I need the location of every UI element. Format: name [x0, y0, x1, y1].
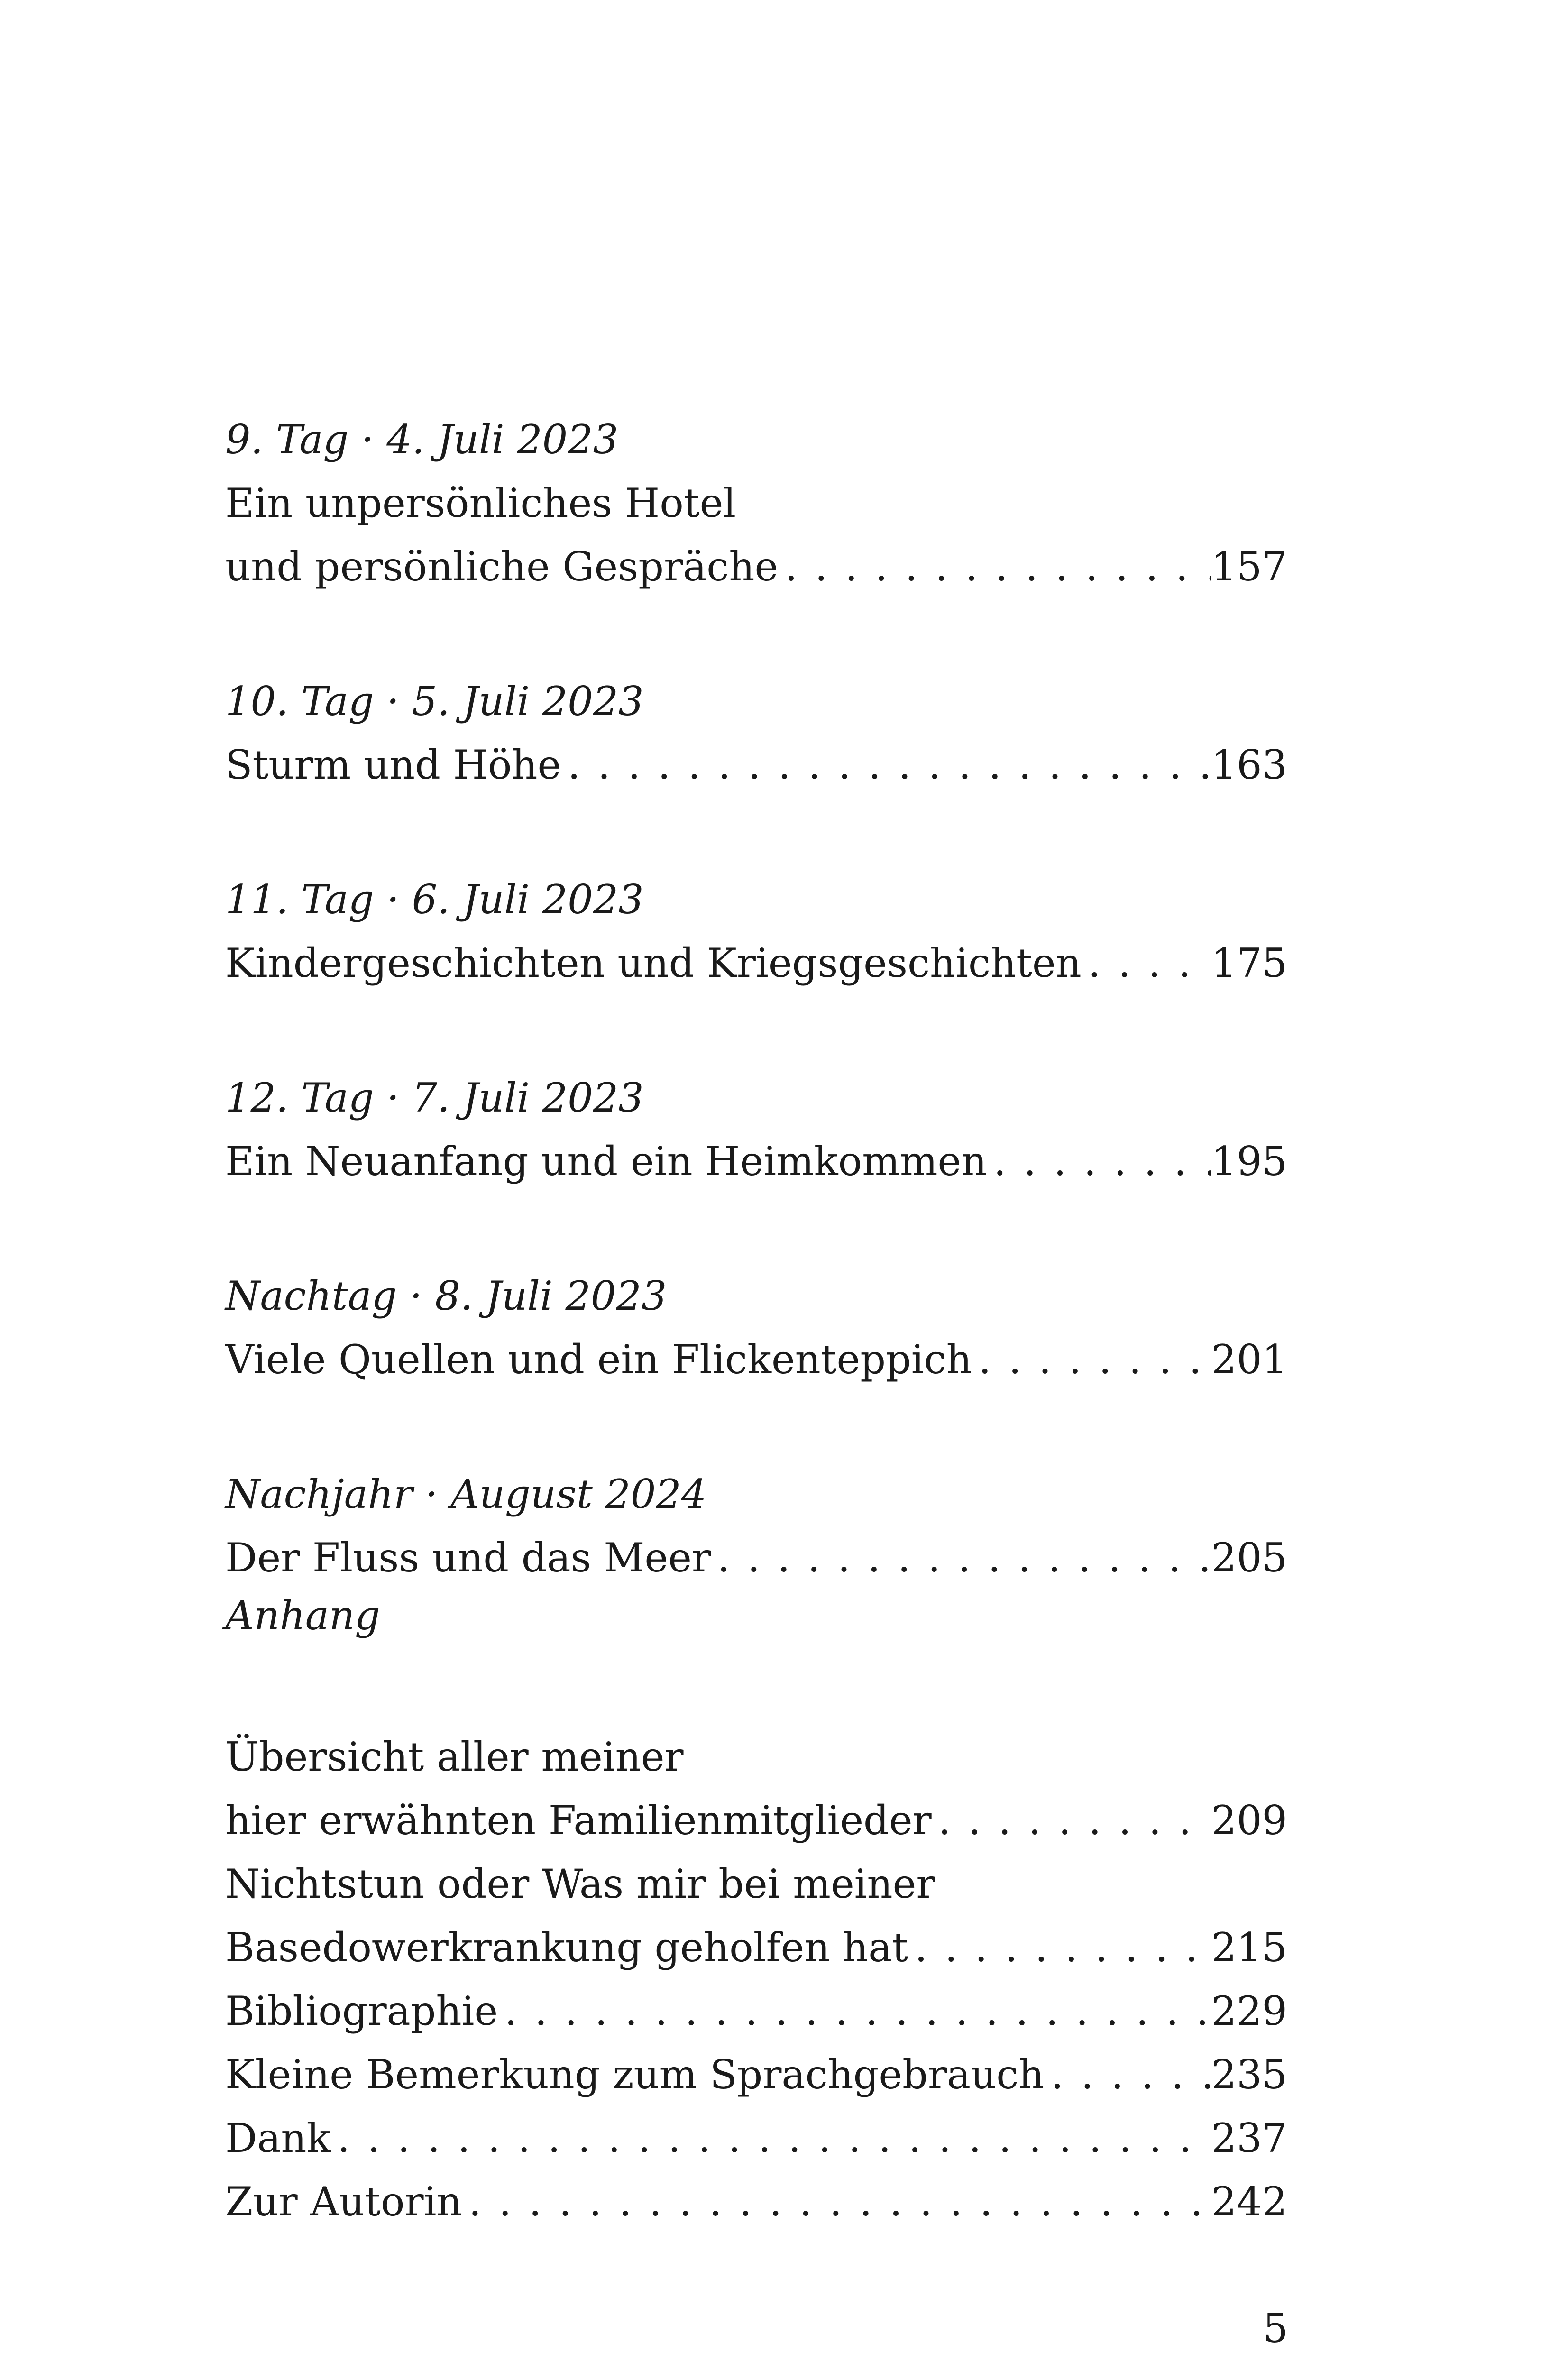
appendix-page-number: 242 [1211, 2178, 1287, 2225]
toc-line [225, 471, 1287, 535]
toc-page-number: 201 [1211, 1336, 1287, 1383]
toc-entry-day-11 [225, 868, 1287, 995]
appendix-page-number: 215 [1211, 1924, 1287, 1971]
toc-page-number: 175 [1211, 940, 1287, 986]
appendix-page-number: 237 [1211, 2115, 1287, 2161]
toc-line-title: Ein Neuanfang und ein Heimkommen [225, 1138, 987, 1185]
toc-line-title: Sturm und Höhe [225, 742, 561, 788]
appendix-line-title: Nichtstun oder Was mir bei meiner [225, 1861, 935, 1907]
appendix-line [225, 1852, 1287, 1916]
toc-day-header: 9. Tag · 4. Juli 2023 [225, 416, 619, 463]
appendix-line-title: Übersicht aller meiner [225, 1734, 684, 1780]
dot-leader [330, 2106, 1211, 2170]
appendix-line [225, 1979, 1287, 2043]
toc-day-header: 11. Tag · 6. Juli 2023 [225, 876, 644, 923]
appendix-section [225, 1584, 1287, 2233]
toc-entry-nachtag [225, 1264, 1287, 1391]
page-number-folio: 5 [1263, 2305, 1288, 2352]
toc-line-title: und persönliche Gespräche [225, 543, 779, 590]
dot-leader [1082, 931, 1211, 995]
appendix-line-title: hier erwähnten Familienmitglieder [225, 1797, 932, 1844]
appendix-line-title: Dank [225, 2115, 331, 2161]
toc-page-number: 195 [1211, 1138, 1287, 1185]
appendix-title: Anhang [225, 1592, 380, 1639]
toc-page-number: 157 [1211, 543, 1287, 590]
toc-line-title: Der Fluss und das Meer [225, 1535, 711, 1581]
toc-line-title: Viele Quellen und ein Flickenteppich [225, 1336, 972, 1383]
appendix-page-number: 229 [1211, 1988, 1287, 2034]
toc-line-title: Kindergeschichten und Kriegsgeschichten [225, 940, 1082, 986]
appendix-line [225, 2106, 1287, 2170]
toc-line [225, 931, 1287, 995]
appendix-line-title: Basedowerkrankung geholfen hat [225, 1924, 908, 1971]
appendix-line-title: Kleine Bemerkung zum Sprachgebrauch [225, 2051, 1045, 2098]
dot-leader [1044, 2043, 1211, 2106]
appendix-line [225, 1916, 1287, 1979]
appendix-line [225, 1725, 1287, 1789]
toc-entry-day-10 [225, 670, 1287, 797]
dot-leader [711, 1526, 1211, 1590]
appendix-page-number: 235 [1211, 2051, 1287, 2098]
dot-leader [908, 1916, 1211, 1979]
dot-leader [498, 1979, 1211, 2043]
dot-leader [972, 1328, 1211, 1391]
dot-leader [987, 1130, 1211, 1193]
dot-leader [778, 535, 1211, 598]
toc-line [225, 535, 1287, 598]
toc-day-header: Nachjahr · August 2024 [225, 1471, 707, 1517]
dot-leader [462, 2170, 1211, 2233]
toc-day-header: 10. Tag · 5. Juli 2023 [225, 678, 644, 725]
toc-day-header: Nachtag · 8. Juli 2023 [225, 1273, 667, 1319]
dot-leader [932, 1789, 1211, 1852]
appendix-page-number: 209 [1211, 1797, 1287, 1844]
appendix-line [225, 2043, 1287, 2106]
toc-line [225, 1130, 1287, 1193]
table-of-contents [225, 408, 1287, 1590]
toc-line-title: Ein unpersönliches Hotel [225, 480, 736, 526]
toc-page-number: 163 [1211, 742, 1287, 788]
toc-line [225, 1526, 1287, 1590]
appendix-line [225, 2170, 1287, 2233]
toc-line [225, 1328, 1287, 1391]
appendix-line-title: Bibliographie [225, 1988, 498, 2034]
toc-entry-day-9 [225, 408, 1287, 598]
toc-page-number: 205 [1211, 1535, 1287, 1581]
toc-line [225, 733, 1287, 797]
toc-entry-day-12 [225, 1066, 1287, 1193]
toc-day-header: 12. Tag · 7. Juli 2023 [225, 1075, 644, 1121]
toc-entry-nachjahr [225, 1462, 1287, 1590]
dot-leader [561, 733, 1211, 797]
appendix-line [225, 1789, 1287, 1852]
appendix-line-title: Zur Autorin [225, 2178, 462, 2225]
